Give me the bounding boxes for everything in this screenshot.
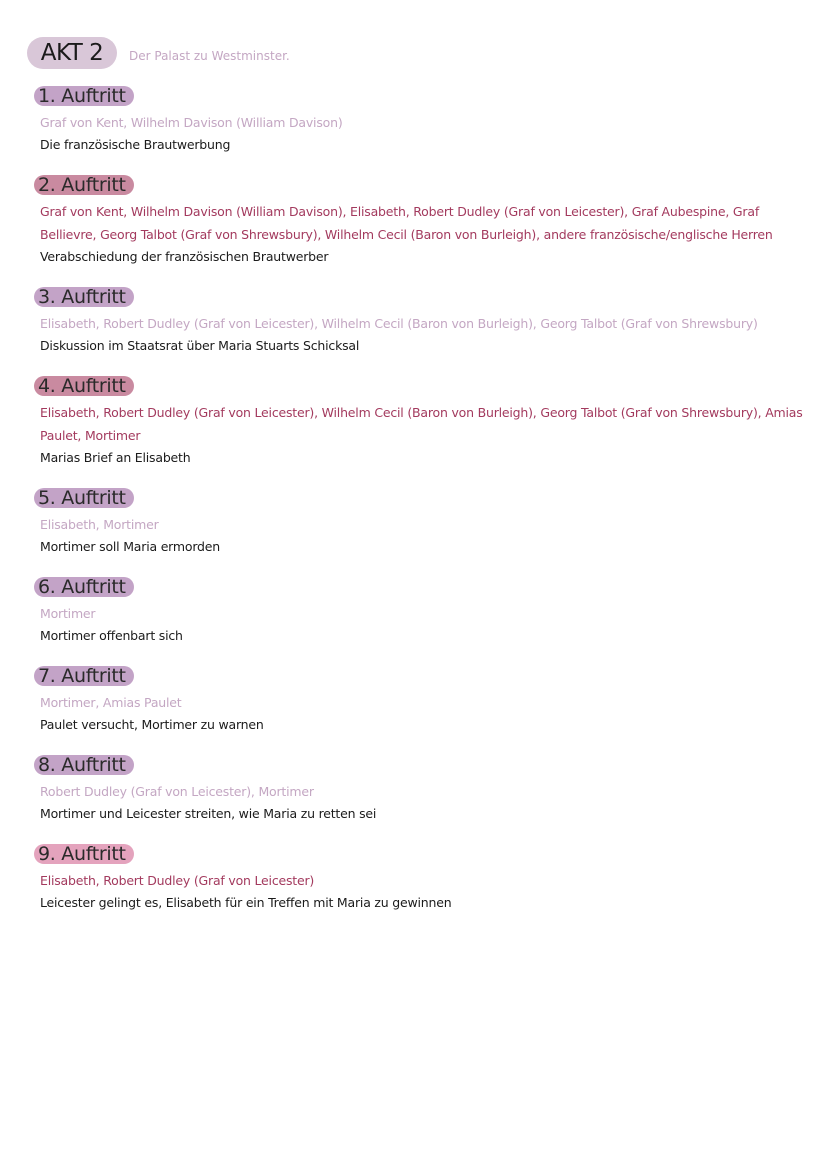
scene-4 <box>34 376 804 468</box>
scene-label: 4. Auftritt <box>34 376 134 396</box>
act-header <box>27 37 290 69</box>
scene-characters: Elisabeth, Mortimer <box>40 517 159 532</box>
scene-3 <box>34 287 804 356</box>
scene-description: Paulet versucht, Mortimer zu warnen <box>40 717 264 732</box>
scene-description: Die französische Brautwerbung <box>40 137 231 152</box>
scene-8 <box>34 755 804 824</box>
scene-6 <box>34 577 804 646</box>
scene-characters: Graf von Kent, Wilhelm Davison (William Davison), Elisabeth, Robert Dudley (Graf von Leicester), Graf Aubespine, Graf Bellievre, Georg Talbot (Graf von Shrewsbury), Wilhelm Cecil (Baron von Burleigh), andere französische/englische Herren <box>40 204 773 242</box>
scene-characters: Robert Dudley (Graf von Leicester), Mortimer <box>40 784 314 799</box>
act-location: Der Palast zu Westminster. <box>129 49 290 63</box>
scene-label: 9. Auftritt <box>34 844 134 864</box>
scene-characters: Mortimer <box>40 606 96 621</box>
scene-7 <box>34 666 804 735</box>
scene-characters: Graf von Kent, Wilhelm Davison (William Davison) <box>40 115 343 130</box>
scene-1 <box>34 86 804 155</box>
scene-description: Verabschiedung der französischen Brautwerber <box>40 249 329 264</box>
scene-label: 5. Auftritt <box>34 488 134 508</box>
scene-description: Marias Brief an Elisabeth <box>40 450 191 465</box>
scene-characters: Elisabeth, Robert Dudley (Graf von Leicester) <box>40 873 315 888</box>
scene-description: Mortimer und Leicester streiten, wie Maria zu retten sei <box>40 806 377 821</box>
scene-label: 8. Auftritt <box>34 755 134 775</box>
scene-label: 3. Auftritt <box>34 287 134 307</box>
scene-label: 2. Auftritt <box>34 175 134 195</box>
scene-description: Mortimer soll Maria ermorden <box>40 539 220 554</box>
scene-description: Leicester gelingt es, Elisabeth für ein Treffen mit Maria zu gewinnen <box>40 895 452 910</box>
scene-characters: Mortimer, Amias Paulet <box>40 695 182 710</box>
scene-description: Diskussion im Staatsrat über Maria Stuarts Schicksal <box>40 338 360 353</box>
scene-characters: Elisabeth, Robert Dudley (Graf von Leicester), Wilhelm Cecil (Baron von Burleigh), Georg Talbot (Graf von Shrewsbury) <box>40 316 758 331</box>
scene-list <box>34 86 804 933</box>
scene-label: 7. Auftritt <box>34 666 134 686</box>
scene-9 <box>34 844 804 913</box>
scene-characters: Elisabeth, Robert Dudley (Graf von Leicester), Wilhelm Cecil (Baron von Burleigh), Georg Talbot (Graf von Shrewsbury), Amias Paulet, Mortimer <box>40 405 803 443</box>
act-badge: AKT 2 <box>27 37 117 69</box>
scene-label: 1. Auftritt <box>34 86 134 106</box>
scene-2 <box>34 175 804 267</box>
scene-label: 6. Auftritt <box>34 577 134 597</box>
scene-5 <box>34 488 804 557</box>
scene-description: Mortimer offenbart sich <box>40 628 183 643</box>
